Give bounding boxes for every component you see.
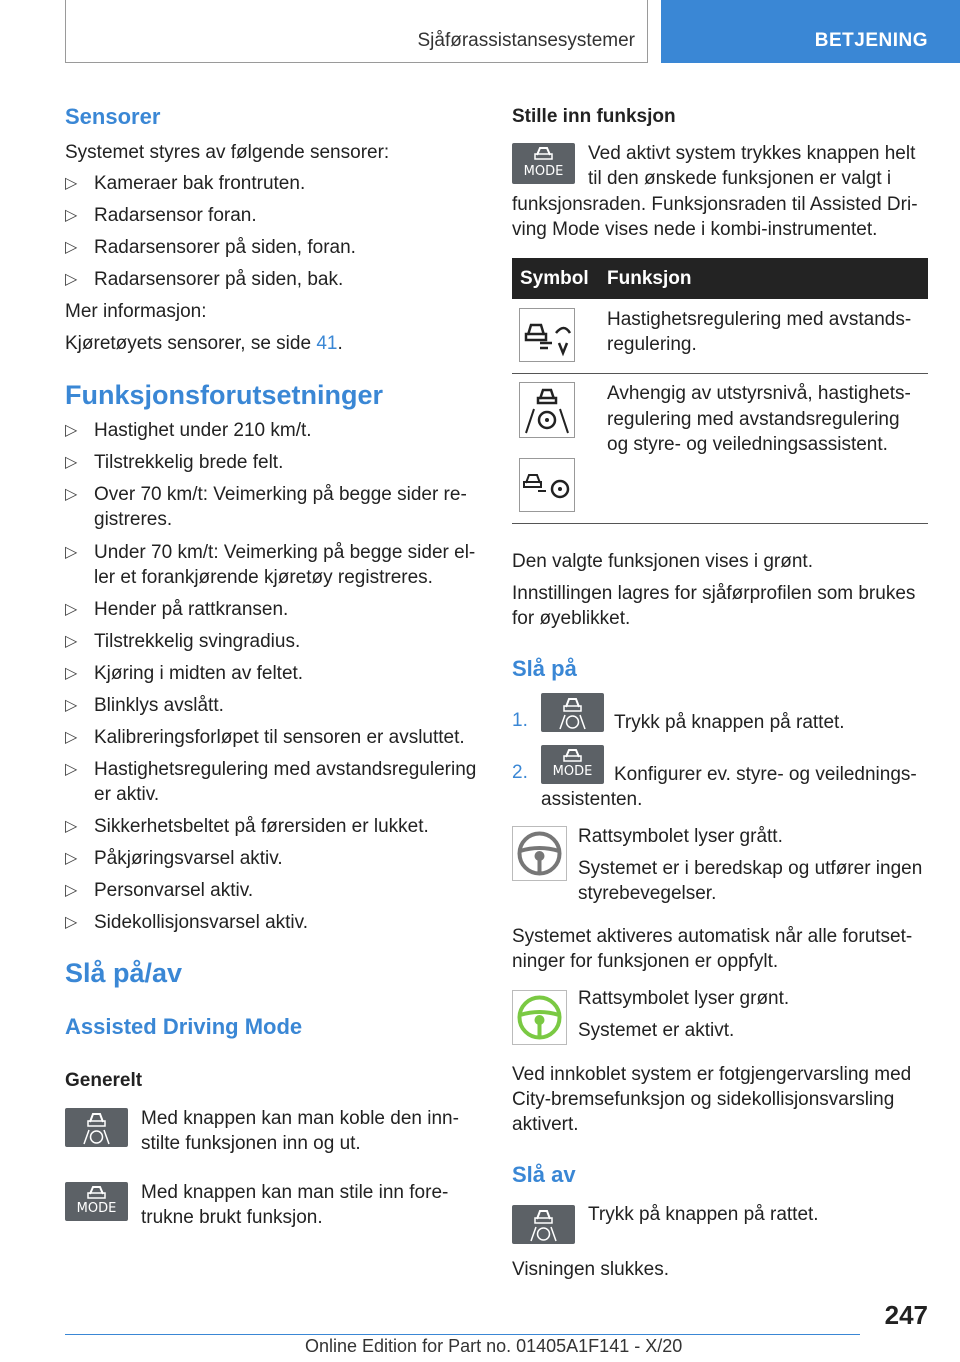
general-p1-l2: stilte funksjonen inn og ut. [141,1133,361,1154]
step-number: 2. [512,762,528,783]
set-heading: Stille inn funksjon [512,106,676,127]
grey-l2: Systemet er i beredskap og utfører ingen [578,858,923,879]
table-divider [512,523,928,524]
triangle-bullet-icon: ▷ [65,486,78,503]
triangle-bullet-icon: ▷ [65,175,78,192]
row1-l2: regulering. [607,334,697,355]
table-divider [512,373,928,374]
triangle-bullet-icon: ▷ [65,454,78,471]
adm-button-icon [65,1108,128,1147]
triangle-bullet-icon: ▷ [65,239,78,256]
page-number: 247 [884,1300,928,1330]
sensors-heading: Sensorer [65,104,161,129]
green-l1: Rattsymbolet lyser grønt. [578,988,790,1009]
triangle-bullet-icon: ▷ [65,914,78,931]
list-item-continuation: gistreres. [94,509,173,530]
off-text: Trykk på knappen på rattet. [588,1204,819,1225]
sensor-reference: Kjøretøyets sensorer, se side 41. [65,333,343,354]
ped-l2: City-bremsefunksjon og sidekollisjonsvarsling [512,1089,895,1110]
p-saved-l2: for øyeblikket. [512,608,631,629]
triangle-bullet-icon: ▷ [65,601,78,618]
triangle-bullet-icon: ▷ [65,633,78,650]
acc-distance-icon [519,308,575,362]
edition-text: Online Edition for Part no. 01405A1F141 - X/20 [305,1336,683,1356]
triangle-bullet-icon: ▷ [65,818,78,835]
function-table-header [512,258,928,299]
triangle-bullet-icon: ▷ [65,729,78,746]
row2-l1: Avhengig av utstyrsnivå, hastighets- [607,383,911,404]
general-p2-l2: trukne brukt funksjon. [141,1207,323,1228]
on-heading: Slå på [512,656,577,681]
step2-l2: assistenten. [541,789,643,810]
list-item-continuation: ler et forankjørende kjøretøy registreres. [94,567,433,588]
adm-button-icon [541,693,604,732]
set-p-l2: til den ønskede funksjonen er valgt i [588,168,892,189]
general-heading: Generelt [65,1070,143,1091]
row2-l2: regulering med avstandsregulering [607,409,900,430]
mode-button-icon [541,745,604,784]
triangle-bullet-icon: ▷ [65,882,78,899]
mode-button-icon [65,1182,128,1221]
section-tab-label: BETJENING [814,30,928,51]
triangle-bullet-icon: ▷ [65,761,78,778]
steering-wheel-grey-icon [512,826,567,881]
off-result: Visningen slukkes. [512,1259,670,1280]
auto-l2: ninger for funksjonen er oppfylt. [512,951,779,972]
page-link[interactable]: 41 [316,333,338,354]
auto-l1: Systemet aktiveres automatisk når alle forutset- [512,926,913,947]
more-info-label: Mer informasjon: [65,301,207,322]
mode-label: MODE [76,1201,117,1216]
chapter-title: Sjåførassistansesystemer [417,30,635,51]
green-l2: Systemet er aktivt. [578,1020,735,1041]
steering-assist-icon [519,382,575,438]
step1-text: Trykk på knappen på rattet. [614,712,845,733]
steering-wheel-green-icon [512,990,567,1045]
header-frame [65,0,648,63]
off-heading: Slå av [512,1162,576,1187]
general-p2-l1: Med knappen kan man stile inn fore- [141,1182,449,1203]
onoff-heading: Slå på/av [65,958,183,988]
set-p-l1: Ved aktivt system trykkes knappen helt [588,143,916,164]
triangle-bullet-icon: ▷ [65,697,78,714]
set-p-l3: funksjonsraden. Funksjonsraden til Assisted Dri- [512,194,918,215]
row1-l1: Hastighetsregulering med avstands- [607,309,912,330]
adm-button-icon [512,1205,575,1244]
footer-rule [65,1334,860,1335]
step2-l1: Konfigurer ev. styre- og veilednings- [614,764,917,785]
list-item-continuation: er aktiv. [94,784,160,805]
col-function: Funksjon [607,268,692,289]
mode-button-icon [512,143,575,184]
section-tab[interactable] [661,0,960,63]
set-p-l4: ving Mode vises nede i kombi-instrumentet. [512,219,878,240]
triangle-bullet-icon: ▷ [65,850,78,867]
col-symbol: Symbol [520,268,589,289]
triangle-bullet-icon: ▷ [65,271,78,288]
ped-l1: Ved innkoblet system er fotgjengervarsling med [512,1064,912,1085]
step-number: 1. [512,710,528,731]
triangle-bullet-icon: ▷ [65,422,78,439]
mode-label: MODE [523,164,564,179]
grey-l3: styrebevegelser. [578,883,717,904]
p-green: Den valgte funksjonen vises i grønt. [512,551,813,572]
row2-l3: og styre- og veiledningsassistent. [607,434,888,455]
grey-l1: Rattsymbolet lyser grått. [578,826,783,847]
adm-heading: Assisted Driving Mode [65,1014,303,1039]
steering-acc-icon [519,458,575,512]
triangle-bullet-icon: ▷ [65,665,78,682]
p-saved-l1: Innstillingen lagres for sjåførprofilen som brukes [512,583,916,604]
prereq-heading: Funksjonsforutsetninger [65,380,384,410]
sensors-intro: Systemet styres av følgende sensorer: [65,142,390,163]
triangle-bullet-icon: ▷ [65,207,78,224]
general-p1-l1: Med knappen kan man koble den inn- [141,1108,459,1129]
mode-label: MODE [552,764,593,779]
ped-l3: aktivert. [512,1114,579,1135]
triangle-bullet-icon: ▷ [65,544,78,561]
